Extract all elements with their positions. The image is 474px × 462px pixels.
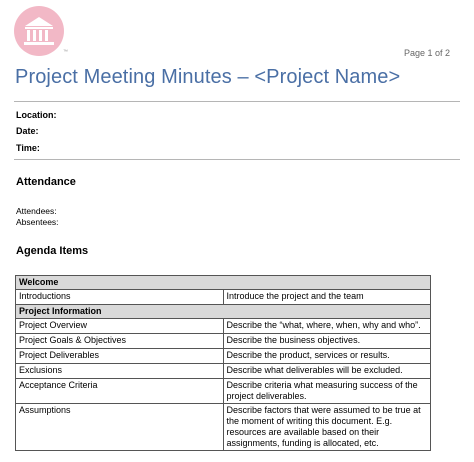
page-number: Page 1 of 2 (403, 48, 450, 58)
agenda-description-cell: Describe what deliverables will be excluded. (223, 364, 431, 379)
title-divider (14, 101, 460, 102)
table-row (16, 379, 431, 404)
table-row (16, 404, 431, 451)
attendees-label: Attendees: (16, 206, 57, 216)
agenda-description-cell: Introduce the project and the team (223, 290, 431, 305)
section-label: Welcome (16, 276, 431, 290)
agenda-item-cell: Exclusions (16, 364, 224, 379)
agenda-description-cell: Describe the “what, where, when, why and who”. (223, 319, 431, 334)
agenda-item-cell: Project Overview (16, 319, 224, 334)
attendance-heading: Attendance (16, 176, 76, 188)
meta-divider (14, 159, 460, 160)
agenda-item-cell: Project Deliverables (16, 349, 224, 364)
date-label: Date: (16, 126, 39, 136)
table-row (16, 319, 431, 334)
agenda-description-cell: Describe the product, services or results. (223, 349, 431, 364)
time-label: Time: (16, 143, 40, 153)
section-label: Project Information (16, 305, 431, 319)
location-label: Location: (16, 110, 57, 120)
agenda-item-cell: Project Goals & Objectives (16, 334, 224, 349)
table-section-row (16, 305, 431, 319)
agenda-table (15, 275, 431, 451)
building-icon (22, 16, 56, 46)
table-row (16, 334, 431, 349)
absentees-label: Absentees: (16, 217, 59, 227)
table-section-row (16, 276, 431, 290)
agenda-item-cell: Acceptance Criteria (16, 379, 224, 404)
table-row (16, 349, 431, 364)
table-row (16, 364, 431, 379)
agenda-heading: Agenda Items (16, 245, 89, 257)
company-logo (14, 6, 64, 56)
agenda-item-cell: Introductions (16, 290, 224, 305)
agenda-description-cell: Describe factors that were assumed to be true at the moment of writing this document. E.g. resources are available based on their assignments, funding is allocated, etc. (223, 404, 431, 451)
table-row (16, 290, 431, 305)
agenda-description-cell: Describe criteria what measuring success of the project deliverables. (223, 379, 431, 404)
page-title: Project Meeting Minutes – <Project Name> (15, 66, 401, 88)
agenda-item-cell: Assumptions (16, 404, 224, 451)
trademark-mark: ™ (63, 49, 68, 55)
agenda-description-cell: Describe the business objectives. (223, 334, 431, 349)
